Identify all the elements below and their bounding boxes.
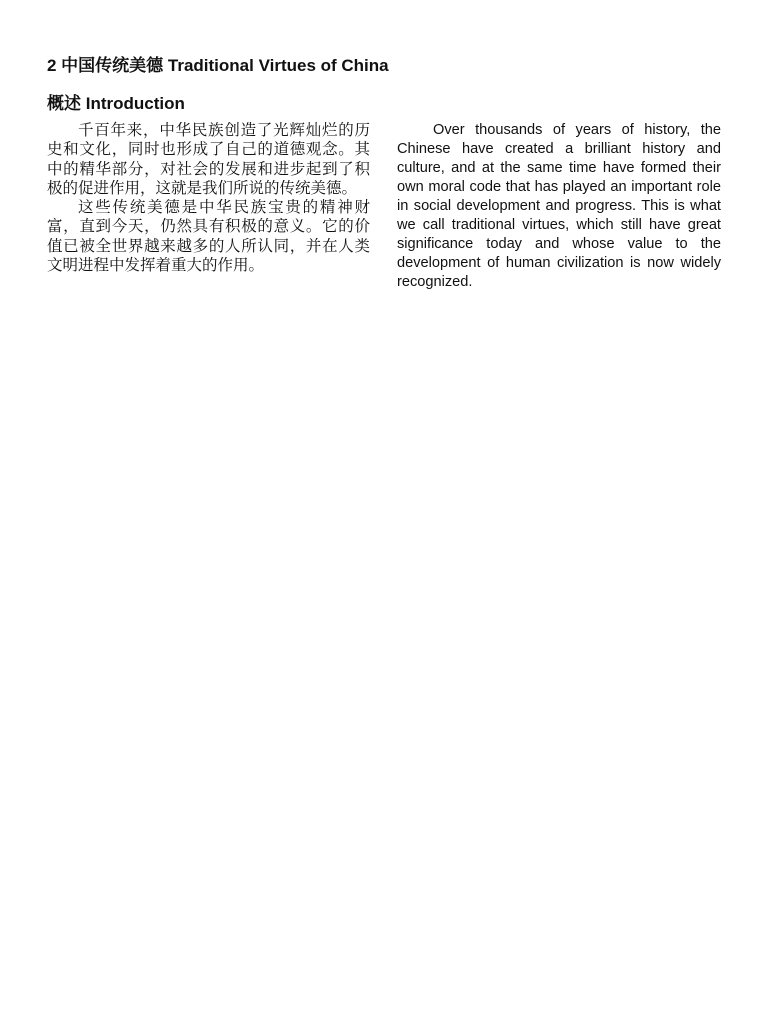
section-heading: 概述 Introduction — [47, 94, 185, 113]
chinese-paragraph: 千百年来，中华民族创造了光辉灿烂的历史和文化，同时也形成了自己的道德观念。其中的精华部分，对社会的发展和进步起到了积极的促进作用，这就是我们所说的传统美德。 — [47, 121, 370, 197]
english-column — [397, 121, 721, 292]
english-paragraph: Over thousands of years of history, the Chinese have created a brilliant history and culture, and at the same time have formed their own moral code that has played an important role in social development and progress. This is what we call traditional virtues, which still have great significance today and whose value to the development of human civilization is now widely recognized. — [397, 122, 721, 290]
chinese-paragraph: 这些传统美德是中华民族宝贵的精神财富，直到今天，仍然具有积极的意义。它的价值已被全世界越来越多的人所认同，并在人类文明进程中发挥着重大的作用。 — [47, 198, 370, 275]
chinese-column — [47, 121, 370, 275]
page-title: 2 中国传统美德 Traditional Virtues of China — [47, 56, 389, 75]
